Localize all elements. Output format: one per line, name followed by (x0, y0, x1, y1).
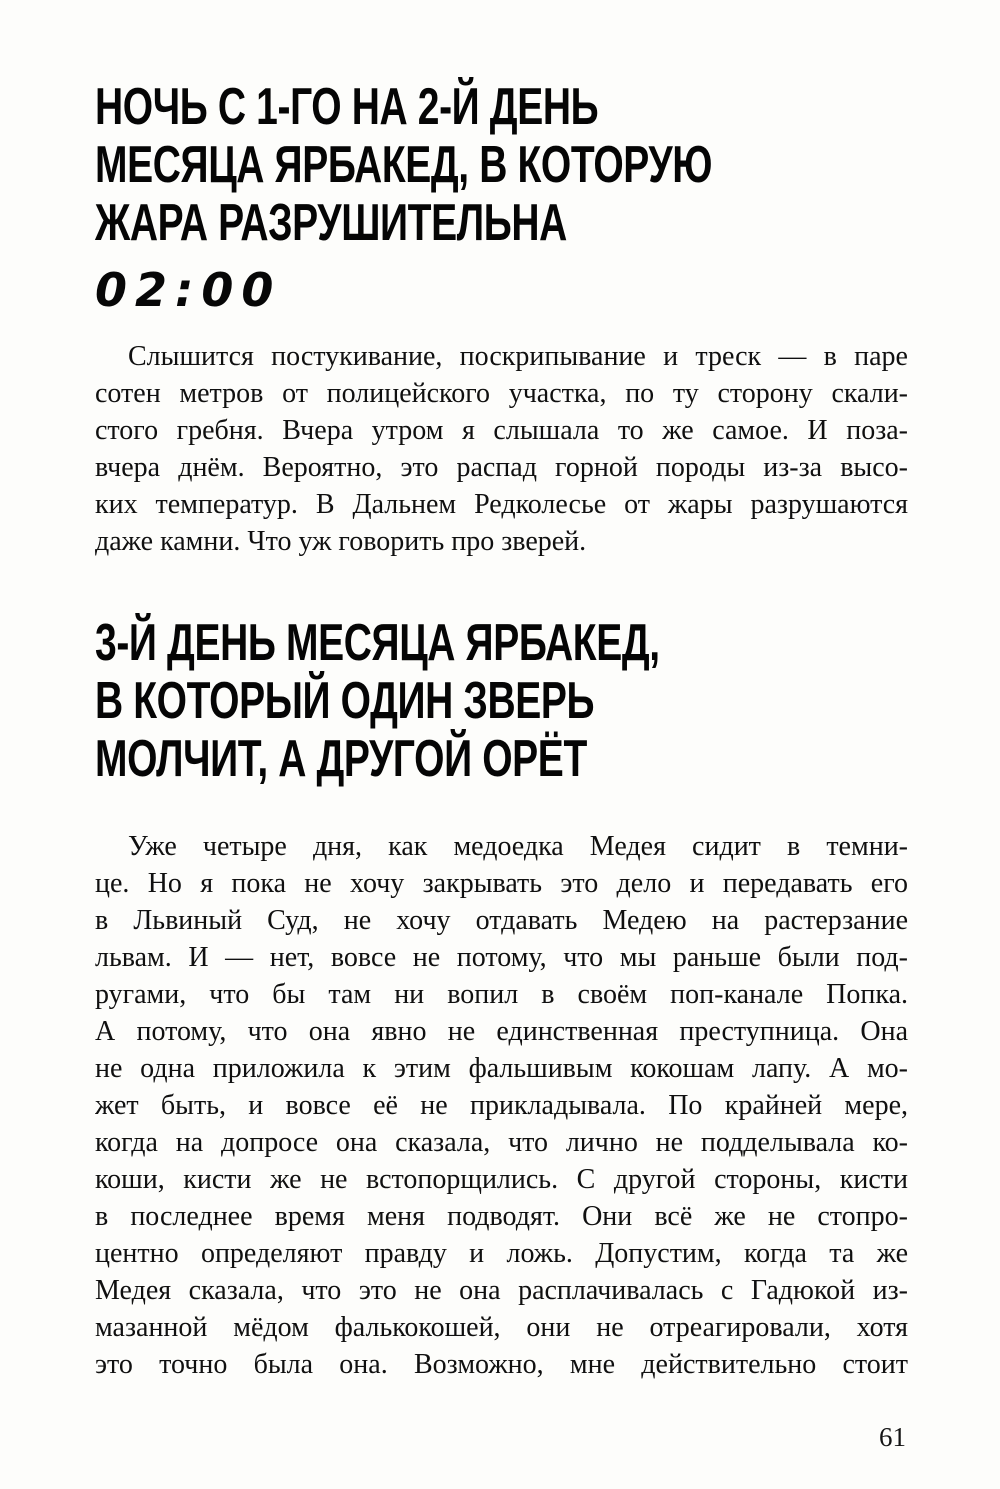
heading-line: МЕСЯЦА ЯРБАКЕД, В КОТОРУЮ (95, 136, 713, 194)
text-line: в последнее время меня подводят. Они всё же не стопро- (95, 1201, 908, 1232)
paragraph-night (95, 338, 908, 560)
text-line: стого гребня. Вчера утром я слышала то же самое. И поза- (95, 415, 908, 446)
text-line: вчера днём. Вероятно, это распад горной породы из-за высо- (95, 452, 908, 483)
heading-line: НОЧЬ С 1-ГО НА 2-Й ДЕНЬ (95, 78, 599, 136)
text-line: мазанной мёдом фалькокошей, они не отреагировали, хотя (95, 1312, 908, 1343)
page-number: 61 (879, 1422, 906, 1452)
chapter-heading-third-day (95, 614, 908, 788)
chapter-heading-night (95, 78, 908, 252)
text-line: Слышится постукивание, поскрипывание и треск — в паре (128, 341, 908, 372)
heading-line: В КОТОРЫЙ ОДИН ЗВЕРЬ (95, 672, 595, 730)
paragraph-third-day (95, 828, 908, 1383)
time-label: 02:00 (95, 263, 282, 317)
text-line: центно определяют правду и ложь. Допустим, когда та же (95, 1238, 908, 1269)
text-line: Медея сказала, что это не она расплачивалась с Гадюкой из- (95, 1275, 908, 1306)
text-line: жет быть, и вовсе её не прикладывала. По крайней мере, (95, 1090, 908, 1121)
text-line: даже камни. Что уж говорить про зверей. (95, 526, 587, 557)
text-line: ких температур. В Дальнем Редколесье от жары разрушаются (95, 489, 908, 520)
text-line: це. Но я пока не хочу закрывать это дело и передавать его (95, 868, 908, 899)
heading-line: ЖАРА РАЗРУШИТЕЛЬНА (95, 194, 567, 252)
text-line: львам. И — нет, вовсе не потому, что мы раньше были под- (95, 942, 908, 973)
heading-line: МОЛЧИТ, А ДРУГОЙ ОРЁТ (95, 730, 587, 788)
heading-line: 3-Й ДЕНЬ МЕСЯЦА ЯРБАКЕД, (95, 614, 660, 672)
text-line: когда на допросе она сказала, что лично не подделывала ко- (95, 1127, 908, 1158)
text-line: в Львиный Суд, не хочу отдавать Медею на растерзание (95, 905, 908, 936)
text-line: Уже четыре дня, как медоедка Медея сидит в темни- (128, 831, 908, 862)
text-line: не одна приложила к этим фальшивым кокошам лапу. А мо- (95, 1053, 908, 1084)
text-line: это точно была она. Возможно, мне действительно стоит (95, 1349, 908, 1380)
text-line: ругами, что бы там ни вопил в своём поп-канале Попка. (95, 979, 908, 1010)
text-line: А потому, что она явно не единственная преступница. Она (95, 1016, 908, 1047)
text-line: коши, кисти же не встопорщились. С другой стороны, кисти (95, 1164, 908, 1195)
text-line: сотен метров от полицейского участка, по ту сторону скали- (95, 378, 908, 409)
